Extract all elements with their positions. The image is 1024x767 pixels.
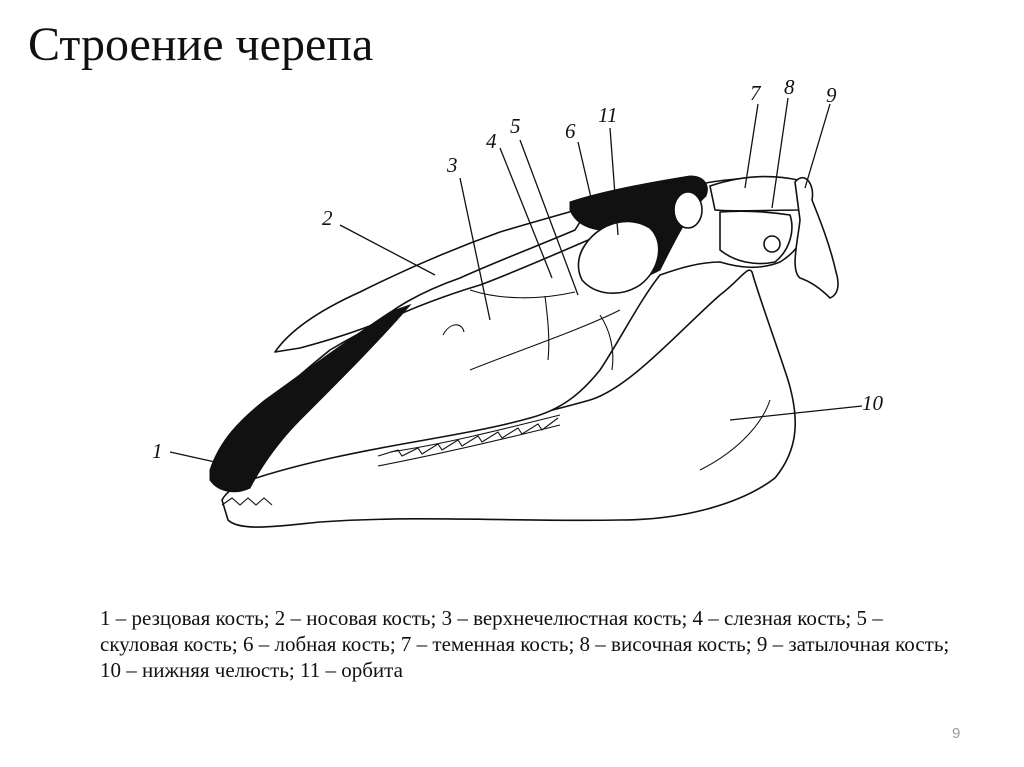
label-5: 5 <box>510 114 521 138</box>
label-4: 4 <box>486 129 497 153</box>
diagram-caption: 1 – резцовая кость; 2 – носовая кость; 3 – верхнечелюстная кость; 4 – слезная кость; 5 – скуловая кость; 6 – лобная кость; 7 – теменная кость; 8 – височная кость; 9 – затылочная кость; 10 – нижняя челюсть; 11 – орбита <box>100 606 950 682</box>
label-7: 7 <box>750 81 761 105</box>
page-number: 9 <box>952 725 961 742</box>
label-2: 2 <box>322 206 333 230</box>
label-9: 9 <box>826 83 837 107</box>
slide-title: Строение черепа <box>28 18 374 71</box>
skull-diagram <box>150 75 883 545</box>
label-3: 3 <box>447 153 458 177</box>
label-1: 1 <box>152 439 163 463</box>
label-6: 6 <box>565 119 576 143</box>
label-8: 8 <box>784 75 795 99</box>
label-11: 11 <box>598 103 618 127</box>
label-10: 10 <box>862 391 883 415</box>
